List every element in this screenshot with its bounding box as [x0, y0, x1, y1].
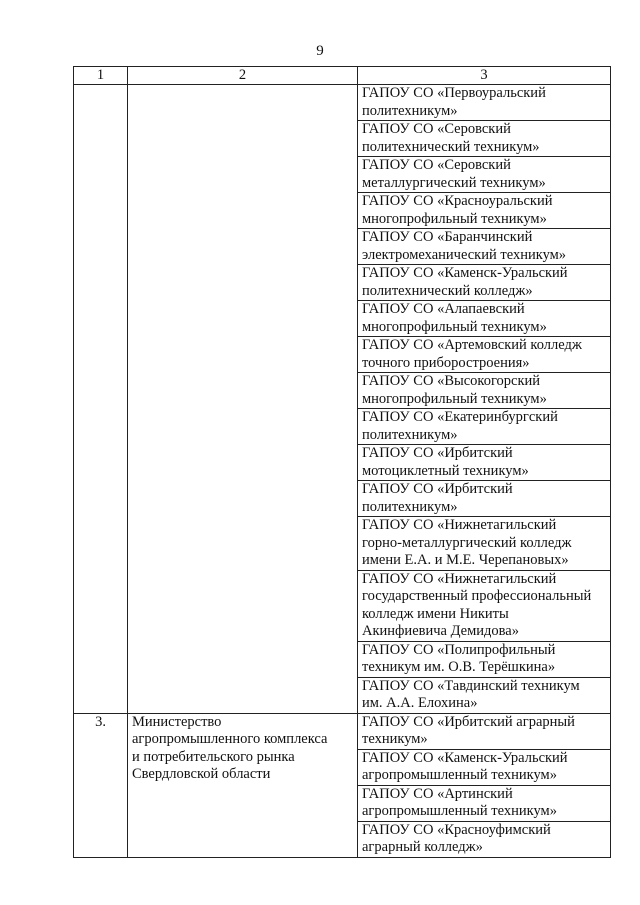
organization-name-line: политехникум»	[362, 102, 458, 119]
organization-cell	[358, 445, 611, 481]
organization-cell	[358, 641, 611, 677]
organization-name-line: ГАПОУ СО «Нижнетагильский	[362, 517, 557, 533]
organization-cell	[358, 821, 611, 857]
organization-cell	[358, 301, 611, 337]
organization-name-line: ГАПОУ СО «Ирбитский	[362, 445, 513, 461]
organization-name-line: политехнический техникум»	[362, 138, 540, 155]
page-number: 9	[316, 43, 324, 59]
organization-name-line: политехнический колледж»	[362, 282, 533, 299]
organization-cell	[358, 337, 611, 373]
organization-name-line: ГАПОУ СО «Артинский	[362, 785, 513, 802]
organization-name-line: ГАПОУ СО «Баранчинский	[362, 229, 533, 245]
organization-name-line: ГАПОУ СО «Каменск-Уральский	[362, 265, 568, 281]
organization-cell	[358, 229, 611, 265]
organization-cell	[358, 409, 611, 445]
organization-name-line: агропромышленный техникум»	[362, 803, 557, 819]
organization-cell	[358, 85, 611, 121]
organization-cell	[358, 373, 611, 409]
organization-name-line: ГАПОУ СО «Каменск-Уральский	[362, 749, 568, 766]
organization-cell	[358, 265, 611, 301]
organization-cell	[358, 713, 611, 749]
organization-name-line: политехникум»	[362, 498, 458, 515]
organization-name-line: имени Е.А. и М.Е. Черепановых»	[362, 552, 569, 568]
organization-name-line: техникум им. О.В. Терёшкина»	[362, 659, 556, 675]
organization-name-line: ГАПОУ СО «Ирбитский аграрный	[362, 713, 575, 730]
organization-cell	[358, 121, 611, 157]
document-table	[73, 66, 611, 858]
organization-name-line: политехникум»	[362, 426, 458, 443]
ministry-name	[128, 713, 358, 857]
organization-cell	[358, 570, 611, 641]
organization-name-line: ГАПОУ СО «Артемовский колледж	[362, 337, 582, 353]
organization-cell	[358, 481, 611, 517]
organization-name-line: ГАПОУ СО «Серовский	[362, 121, 511, 137]
organization-name-line: ГАПОУ СО «Полипрофильный	[362, 641, 556, 658]
organization-cell	[358, 517, 611, 571]
organization-name-line: ГАПОУ СО «Алапаевский	[362, 301, 525, 317]
organization-name-line: ГАПОУ СО «Первоуральский	[362, 85, 546, 101]
organization-name-line: им. А.А. Елохина»	[362, 695, 478, 711]
ministry-name-line: и потребительского рынка	[132, 748, 295, 765]
column-header-3: 3	[358, 67, 611, 85]
table-row	[74, 85, 611, 121]
organization-cell	[358, 785, 611, 821]
ministry-name-line: агропромышленного комплекса	[132, 731, 328, 747]
organization-name-line: многопрофильный техникум»	[362, 210, 547, 227]
table-header-row	[74, 67, 611, 85]
organization-name-line: ГАПОУ СО «Красноуфимский	[362, 821, 551, 838]
column-header-2: 2	[128, 67, 358, 85]
organization-name-line: ГАПОУ СО «Нижнетагильский	[362, 570, 557, 587]
organization-name-line: горно-металлургический колледж	[362, 534, 572, 551]
organization-name-line: ГАПОУ СО «Тавдинский техникум	[362, 677, 580, 694]
organization-name-line: Акинфиевича Демидова»	[362, 623, 519, 639]
organization-cell	[358, 193, 611, 229]
ministry-name-line: Министерство	[132, 713, 222, 730]
number-cell-empty	[74, 85, 128, 714]
organization-cell	[358, 157, 611, 193]
organization-name-line: колледж имени Никиты	[362, 605, 509, 622]
organization-name-line: металлургический техникум»	[362, 174, 546, 191]
organization-name-line: ГАПОУ СО «Высокогорский	[362, 373, 541, 389]
organization-name-line: агропромышленный техникум»	[362, 767, 557, 783]
organization-name-line: многопрофильный техникум»	[362, 318, 547, 335]
ministry-cell-empty	[128, 85, 358, 714]
table-row	[74, 713, 611, 749]
organization-name-line: электромеханический техникум»	[362, 246, 567, 263]
organization-name-line: ГАПОУ СО «Серовский	[362, 157, 511, 173]
section-number: 3.	[74, 713, 128, 857]
organization-name-line: многопрофильный техникум»	[362, 390, 547, 407]
organization-cell	[358, 749, 611, 785]
organization-name-line: ГАПОУ СО «Красноуральский	[362, 193, 553, 209]
organization-name-line: аграрный колледж»	[362, 839, 483, 855]
organization-cell	[358, 677, 611, 713]
organization-name-line: государственный профессиональный	[362, 588, 592, 604]
organization-name-line: мотоциклетный техникум»	[362, 462, 529, 479]
organization-name-line: техникум»	[362, 731, 428, 747]
organization-name-line: точного приборостроения»	[362, 354, 530, 371]
organization-name-line: ГАПОУ СО «Ирбитский	[362, 481, 513, 497]
column-header-1: 1	[74, 67, 128, 85]
organization-name-line: ГАПОУ СО «Екатеринбургский	[362, 409, 558, 425]
table-body	[74, 85, 611, 858]
ministry-name-line: Свердловской области	[132, 766, 271, 782]
